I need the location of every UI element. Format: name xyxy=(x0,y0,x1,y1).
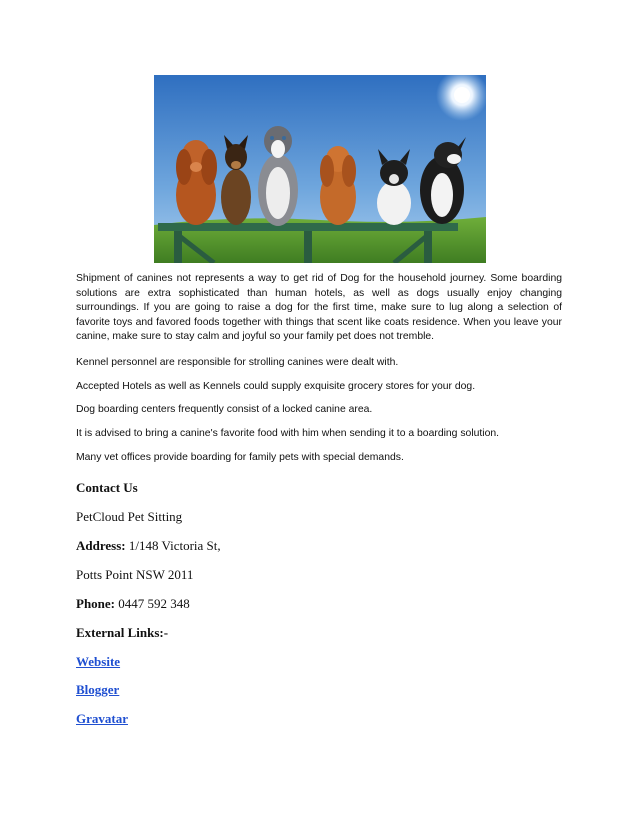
article-paragraph: Dog boarding centers frequently consist of a locked canine area. xyxy=(76,404,373,415)
article-paragraph: Many vet offices provide boarding for family pets with special demands. xyxy=(76,452,404,463)
link-row xyxy=(76,682,119,698)
address-line-2: Potts Point NSW 2011 xyxy=(76,567,194,582)
article-paragraph: Shipment of canines not represents a way to get rid of Dog for the household journey. Some boarding solutions are extra sophisticated than human hotels, as well as dogs usually enjoy changing surroundings. If you are going to raise a dog for the first time, make sure to lug along a selection of favorite toys and favored foods together with things that scent like coats residence. When you leave your canine, make sure to stay calm and joyful so your family pet does not tremble. xyxy=(76,273,562,343)
phone-label: Phone: xyxy=(76,596,115,611)
address-line xyxy=(76,538,221,554)
gravatar-link[interactable]: Gravatar xyxy=(76,711,128,726)
blogger-link[interactable]: Blogger xyxy=(76,682,120,697)
link-row xyxy=(76,654,120,670)
contact-heading: Contact Us xyxy=(76,480,138,495)
article-paragraph: Kennel personnel are responsible for strolling canines were dealt with. xyxy=(76,357,399,368)
dogs-on-bench-photo xyxy=(154,75,486,263)
address-label: Address: xyxy=(76,538,126,553)
article-paragraph: It is advised to bring a canine's favorite food with him when sending it to a boarding solution. xyxy=(76,428,500,439)
business-name: PetCloud Pet Sitting xyxy=(76,509,183,524)
address-value: 1/148 Victoria St, xyxy=(125,538,221,553)
link-row xyxy=(76,711,128,727)
phone-value: 0447 592 348 xyxy=(115,596,190,611)
phone-line xyxy=(76,596,190,612)
website-link[interactable]: Website xyxy=(76,654,121,669)
article-paragraph: Accepted Hotels as well as Kennels could supply exquisite grocery stores for your dog. xyxy=(76,381,476,392)
external-links-heading: External Links:- xyxy=(76,625,169,640)
